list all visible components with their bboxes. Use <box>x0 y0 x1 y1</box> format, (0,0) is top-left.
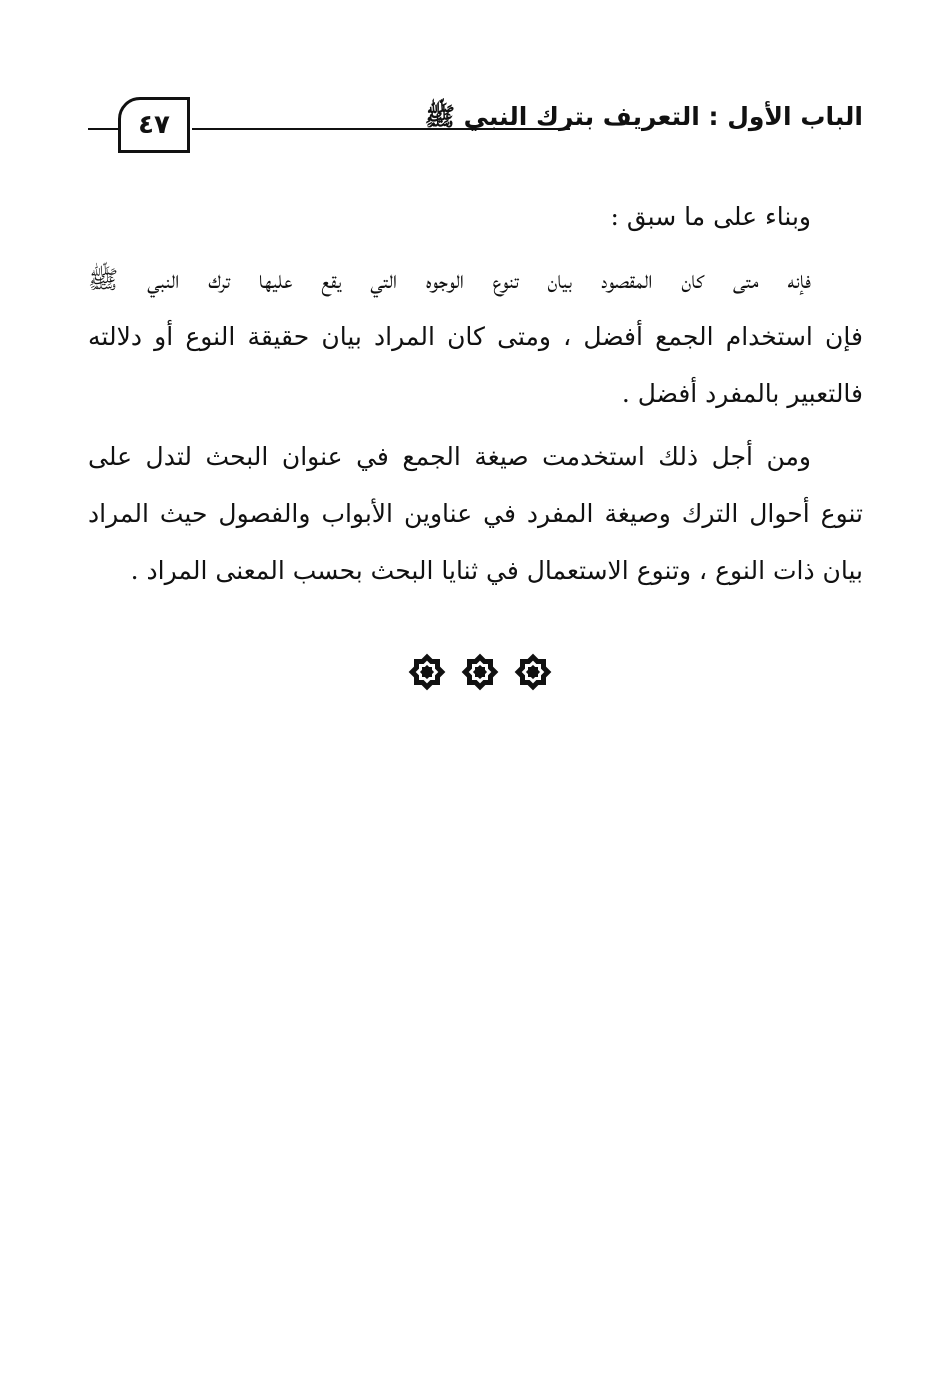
paragraph-3 <box>88 428 863 599</box>
page-header <box>88 95 863 157</box>
text-line: فالتعبير بالمفرد أفضل . <box>621 379 863 408</box>
text-line: تنوع أحوال الترك وصيغة المفرد في عناوين الأبواب والفصول حيث المراد <box>88 499 863 528</box>
chapter-title: الباب الأول : التعريف بترك النبي ﷺ <box>424 102 863 131</box>
text-line: فإن استخدام الجمع أفضل ، ومتى كان المراد بيان حقيقة النوع أو دلالته <box>88 322 863 351</box>
star-ornament-icon <box>458 650 502 694</box>
text-line: بيان ذات النوع ، وتنوع الاستعمال في ثنايا البحث بحسب المعنى المراد . <box>130 556 863 585</box>
paragraph-1 <box>88 188 863 245</box>
text-line: فإنه متى كان المقصود بيان تنوع الوجوه التي يقع عليها ترك النبي ﷺ <box>88 265 811 294</box>
section-end-ornament <box>405 650 555 694</box>
star-ornament-icon <box>405 650 449 694</box>
header-rule-left <box>88 128 118 130</box>
text-line: ومن أجل ذلك استخدمت صيغة الجمع في عنوان البحث لتدل على <box>88 442 811 471</box>
page-number-box <box>118 97 190 153</box>
text-line: وبناء على ما سبق : <box>610 202 811 231</box>
star-ornament-icon <box>511 650 555 694</box>
body-text <box>88 188 863 599</box>
paragraph-2 <box>88 251 863 422</box>
page-number: ٤٧ <box>138 110 170 140</box>
